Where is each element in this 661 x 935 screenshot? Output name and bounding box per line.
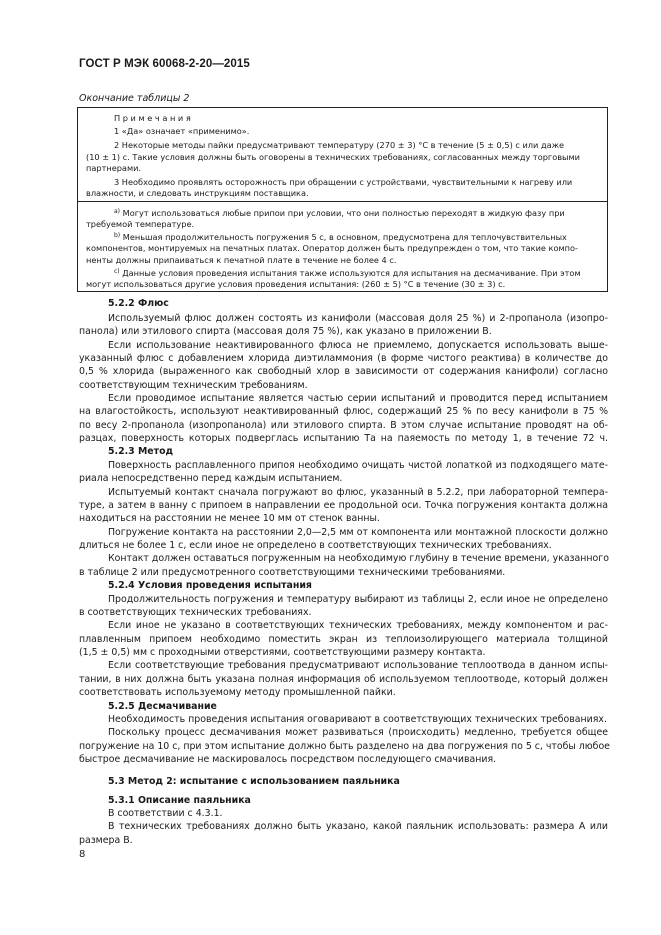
table-caption: Окончание таблицы 2 (79, 93, 190, 104)
body-line: В технических требованиях должно быть указано, какой паяльник использовать: размера А или (108, 821, 608, 832)
body-line: Контакт должен оставаться погруженным на необходимую глубину в течение времени, указанного (108, 553, 609, 564)
body-line: панола) или этилового спирта (массовая доля 75 %), как указано в приложении В. (79, 326, 492, 337)
body-line: Используемый флюс должен состоять из канифоли (массовая доля 25 %) и 2-пропанола (изопро- (108, 313, 608, 324)
body-line: туре, а затем в ванну с припоем в направлении ее продольной оси. Точка погружения контакта должна (79, 500, 608, 511)
body-line: В соответствии с 4.3.1. (108, 808, 223, 819)
body-line: Если соответствующие требования предусматривают использование теплоотвода в данном испы- (108, 660, 608, 671)
page-number: 8 (79, 849, 86, 860)
footnote-line: компонентов, монтируемых на печатных платах. Оператор должен быть предупрежден о том, что такие компо- (86, 243, 578, 253)
body-line: соответствовать используемому методу промышленной пайки. (79, 687, 396, 698)
notes-separator (78, 201, 607, 202)
footnote-text: Могут использоваться любые припои при условии, что они полностью переходят в жидкую фазу при (120, 208, 565, 218)
body-line: на влагостойкость, используют неактивированный флюс, содержащий 25 % по весу канифоли в 75 % (79, 406, 608, 417)
section-heading: 5.3 Метод 2: испытание с использованием паяльника (108, 776, 400, 787)
body-line: находиться на расстоянии не менее 10 мм от стенок ванны. (79, 513, 380, 524)
footnote-line: могут использоваться другие условия проведения испытания: (260 ± 5) °С в течение (30 ± 3) с. (86, 279, 506, 289)
body-line: разцах, поверхность которых подверглась испытанию Та на паяемость по методу 1, в течение 72 ч. (79, 433, 608, 444)
section-heading: 5.2.5 Десмачивание (108, 701, 217, 712)
footnote-text: Данные условия проведения испытания также используются для испытания на десмачивание. При этом (119, 268, 581, 278)
body-line: (1,5 ± 0,5) мм с проходными отверстиями, соответствующими размеру контакта. (79, 647, 486, 658)
footnote-a (114, 208, 565, 218)
note-line: 1 «Да» означает «применимо». (114, 126, 250, 136)
body-line: Необходимость проведения испытания оговаривают в соответствующих технических требованиях. (108, 714, 607, 725)
body-line: погружение на 10 с, при этом испытание должно быть разделено на два погружения по 5 с, чтобы любое (79, 741, 610, 752)
note-line: 2 Некоторые методы пайки предусматривают температуру (270 ± 3) °С в течение (5 ± 0,5) с или даже (114, 140, 565, 150)
body-line: риала непосредственно перед каждым испытанием. (79, 473, 343, 484)
footnote-b (114, 232, 567, 242)
body-line: быстрое десмачивание не маскировалось посредством последующего смачивания. (79, 754, 497, 765)
footnote-text: Меньшая продолжительность погружения 5 с, в основном, предусмотрена для теплочувствительных (120, 232, 567, 242)
section-heading: 5.2.4 Условия проведения испытания (108, 580, 312, 591)
body-line: в таблице 2 или предусмотренного соответствующими техническими требованиями. (79, 567, 506, 578)
body-line: Погружение контакта на расстоянии 2,0—2,5 мм от компонента или монтажной плоскости должно (108, 527, 608, 538)
body-line: плавленным припоем необходимо поместить экран из теплоизолирующего материала толщиной (79, 634, 608, 645)
section-heading: 5.2.2 Флюс (108, 298, 169, 309)
notes-heading: П р и м е ч а н и я (114, 113, 191, 123)
footnote-mark: c) (114, 268, 120, 275)
body-line: размера В. (79, 835, 133, 846)
note-line: партнерами. (86, 163, 142, 173)
body-line: Если проводимое испытание является частью серии испытаний и проводится перед испытанием (108, 393, 608, 404)
body-line: тании, в них должна быть указана полная информация об используемом теплоотводе, который должен (79, 674, 608, 685)
note-line: (10 ± 1) с. Такие условия должны быть оговорены в технических требованиях, согласованных между торговыми (86, 152, 581, 162)
footnote-line: требуемой температуре. (86, 219, 195, 229)
body-line: соответствующим техническим требованиям. (79, 380, 308, 391)
footnote-c (114, 268, 581, 278)
body-line: Поверхность расплавленного припоя необходимо очищать чистой лопаткой из подходящего мате- (108, 460, 608, 471)
footnote-mark: a) (114, 208, 121, 215)
body-line: Продолжительность погружения и температуру выбирают из таблицы 2, если иное не определено (108, 594, 608, 605)
body-line: Если использование неактивированного флюса не приемлемо, допускается использовать выше- (108, 340, 608, 351)
body-line: 0,5 % хлорида (выраженного как свободный хлор в зависимости от содержания канифоли) согласно (79, 366, 608, 377)
footnote-mark: b) (114, 232, 121, 239)
body-line: длиться не более 1 с, если иное не определено в соответствующих технических требованиях. (79, 540, 552, 551)
section-heading: 5.2.3 Метод (108, 446, 174, 457)
footnote-line: ненты должны припаиваться к печатной плате в течение не более 4 с. (86, 255, 397, 265)
body-line: Поскольку процесс десмачивания может развиваться (происходить) медленно, требуется общее (108, 727, 608, 738)
note-line: влажности, и следовать инструкциям поставщика. (86, 188, 309, 198)
body-line: в соответствующих технических требованиях. (79, 607, 312, 618)
note-line: 3 Необходимо проявлять осторожность при обращении с устройствами, чувствительными к нагреву или (114, 177, 573, 187)
document-header: ГОСТ Р МЭК 60068-2-20—2015 (79, 58, 250, 70)
body-line: Если иное не указано в соответствующих технических требованиях, между компонентом и рас- (108, 620, 608, 631)
body-line: Испытуемый контакт сначала погружают во флюс, указанный в 5.2.2, при лабораторной темпера- (108, 487, 608, 498)
body-line: указанный флюс с добавлением хлорида диэтиламмония (в форме чистого реактива) в количестве до (79, 353, 608, 364)
body-line: по весу 2-пропанола (изопропанола) или этилового спирта. В этом случае испытание проводят на об- (79, 420, 608, 431)
table-notes-box (77, 107, 608, 292)
section-heading: 5.3.1 Описание паяльника (108, 795, 251, 806)
